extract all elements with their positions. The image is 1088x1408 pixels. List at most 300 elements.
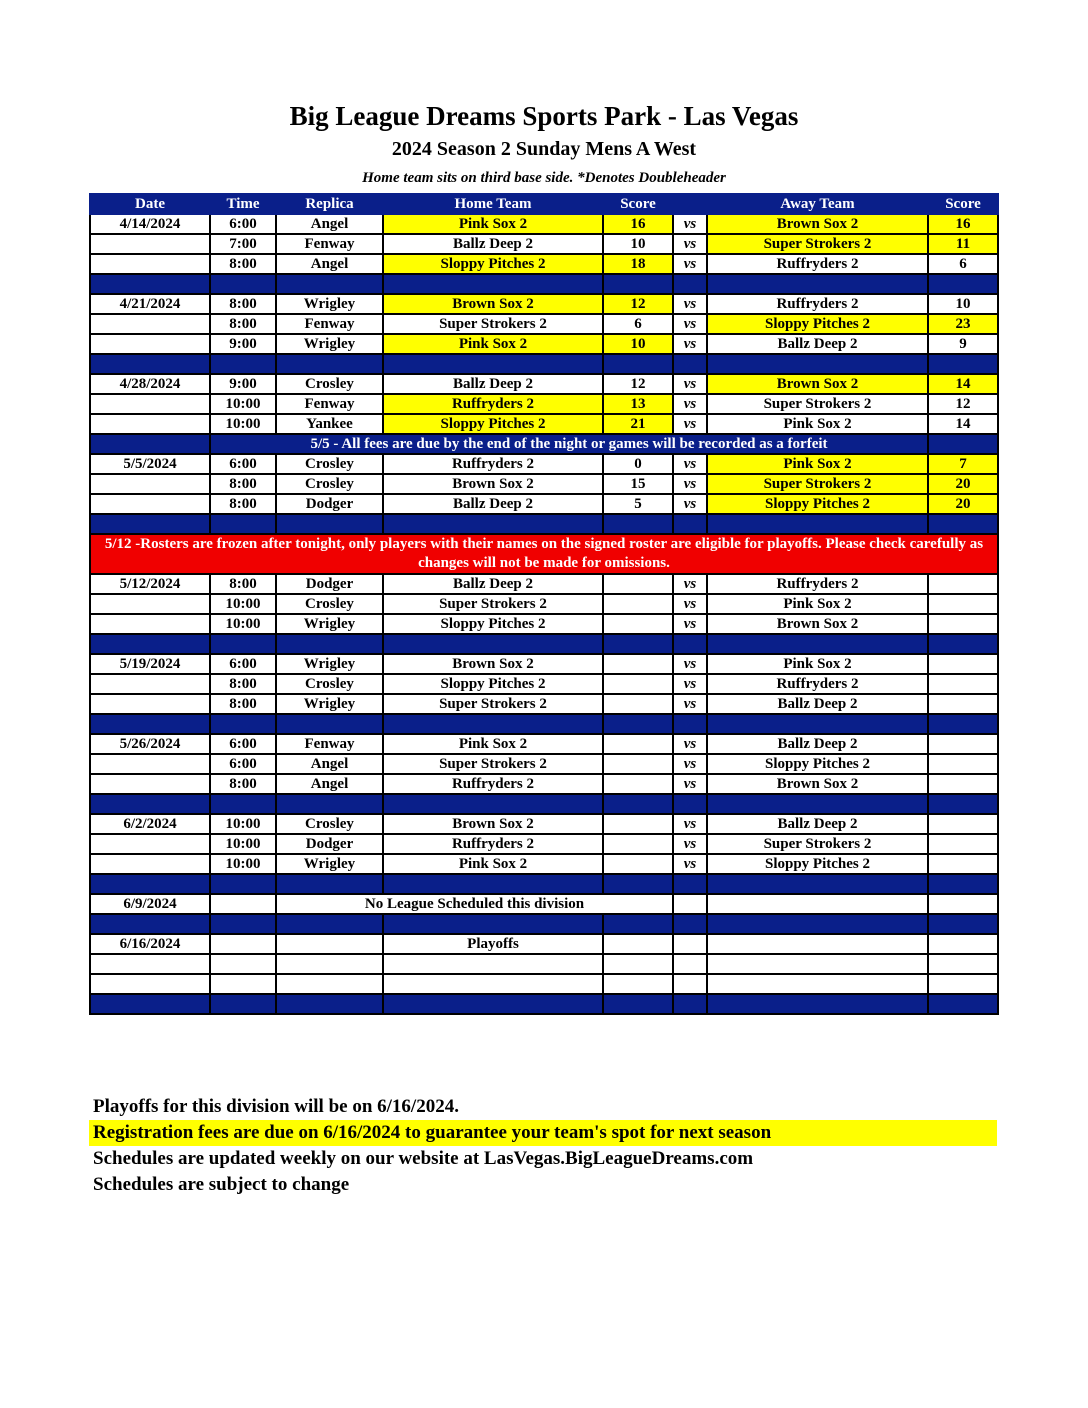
game-time: 6:00 — [210, 754, 276, 774]
home-team: Ruffryders 2 — [383, 774, 603, 794]
game-date: 4/14/2024 — [90, 214, 210, 234]
table-header-row — [90, 194, 998, 214]
game-row — [90, 854, 998, 874]
game-time — [210, 894, 276, 914]
vs-label: vs — [673, 814, 707, 834]
vs-label: vs — [673, 474, 707, 494]
game-field: Fenway — [276, 394, 383, 414]
separator-cell — [276, 354, 383, 374]
empty-row — [90, 954, 998, 974]
away-score — [928, 754, 998, 774]
away-score: 7 — [928, 454, 998, 474]
footer-change-note: Schedules are subject to change — [93, 1174, 350, 1195]
game-field: Fenway — [276, 234, 383, 254]
separator-cell — [383, 354, 603, 374]
playoffs-label: Playoffs — [383, 934, 603, 954]
game-date — [90, 234, 210, 254]
game-time: 8:00 — [210, 694, 276, 714]
game-date — [90, 494, 210, 514]
separator-cell — [673, 874, 707, 894]
separator-cell — [707, 634, 928, 654]
away-score: 23 — [928, 314, 998, 334]
home-team: Pink Sox 2 — [383, 854, 603, 874]
separator-cell — [603, 794, 673, 814]
game-date — [90, 594, 210, 614]
separator-cell — [673, 354, 707, 374]
game-time: 7:00 — [210, 234, 276, 254]
away-score: 12 — [928, 394, 998, 414]
vs-label: vs — [673, 774, 707, 794]
separator-cell — [928, 514, 998, 534]
separator-cell — [673, 914, 707, 934]
separator-cell — [383, 914, 603, 934]
home-team: Super Strokers 2 — [383, 694, 603, 714]
separator-cell — [707, 354, 928, 374]
vs-label: vs — [673, 394, 707, 414]
separator-cell — [210, 994, 276, 1014]
game-time: 9:00 — [210, 334, 276, 354]
away-team: Pink Sox 2 — [707, 654, 928, 674]
home-score: 12 — [603, 374, 673, 394]
separator-cell — [276, 874, 383, 894]
game-row — [90, 214, 998, 234]
separator-cell — [210, 794, 276, 814]
away-team: Ballz Deep 2 — [707, 734, 928, 754]
notice-text: 5/5 - All fees are due by the end of the night or games will be recorded as a forfeit — [210, 434, 928, 454]
game-row — [90, 374, 998, 394]
schedule-table — [89, 193, 999, 1015]
away-score — [928, 614, 998, 634]
separator-cell — [90, 714, 210, 734]
blank-cell — [707, 934, 928, 954]
away-team: Pink Sox 2 — [707, 454, 928, 474]
vs-label: vs — [673, 314, 707, 334]
away-score: 20 — [928, 474, 998, 494]
separator-cell — [707, 514, 928, 534]
home-score — [603, 674, 673, 694]
game-time: 8:00 — [210, 674, 276, 694]
game-time: 9:00 — [210, 374, 276, 394]
away-team: Pink Sox 2 — [707, 414, 928, 434]
game-field: Dodger — [276, 574, 383, 594]
away-team: Ruffryders 2 — [707, 294, 928, 314]
game-field: Wrigley — [276, 854, 383, 874]
game-time: 10:00 — [210, 834, 276, 854]
home-score — [603, 834, 673, 854]
col-header-date: Date — [90, 194, 210, 214]
blank-cell — [383, 954, 603, 974]
game-field — [276, 934, 383, 954]
home-score: 10 — [603, 234, 673, 254]
col-header-time: Time — [210, 194, 276, 214]
game-field: Angel — [276, 254, 383, 274]
separator-row — [90, 354, 998, 374]
game-row — [90, 754, 998, 774]
separator-cell — [90, 514, 210, 534]
home-score — [603, 694, 673, 714]
roster-alert-text: 5/12 -Rosters are frozen after tonight, only players with their names on the signed roster are eligible for playoffs. Please check carefully as changes will not be made for omissions. — [90, 534, 998, 574]
game-date — [90, 834, 210, 854]
game-date: 4/28/2024 — [90, 374, 210, 394]
game-date: 6/16/2024 — [90, 934, 210, 954]
separator-cell — [90, 914, 210, 934]
home-score: 6 — [603, 314, 673, 334]
away-score — [928, 574, 998, 594]
game-row — [90, 774, 998, 794]
game-time: 6:00 — [210, 454, 276, 474]
separator-cell — [928, 994, 998, 1014]
separator-row — [90, 994, 998, 1014]
home-team: Ruffryders 2 — [383, 834, 603, 854]
vs-blank — [673, 894, 707, 914]
home-score: 10 — [603, 334, 673, 354]
separator-row — [90, 634, 998, 654]
away-team: Ballz Deep 2 — [707, 694, 928, 714]
game-field: Wrigley — [276, 654, 383, 674]
col-header-away-score: Score — [928, 194, 998, 214]
vs-label: vs — [673, 574, 707, 594]
home-team: Ruffryders 2 — [383, 394, 603, 414]
separator-cell — [707, 874, 928, 894]
separator-cell — [603, 514, 673, 534]
game-row — [90, 254, 998, 274]
separator-cell — [383, 714, 603, 734]
vs-label: vs — [673, 694, 707, 714]
game-time: 10:00 — [210, 414, 276, 434]
game-row — [90, 474, 998, 494]
separator-cell — [928, 794, 998, 814]
away-team: Super Strokers 2 — [707, 394, 928, 414]
game-time: 8:00 — [210, 494, 276, 514]
away-score — [928, 654, 998, 674]
notice-blank — [928, 434, 998, 454]
game-field: Wrigley — [276, 294, 383, 314]
home-team: Brown Sox 2 — [383, 294, 603, 314]
home-team: Super Strokers 2 — [383, 754, 603, 774]
separator-cell — [276, 994, 383, 1014]
away-team: Brown Sox 2 — [707, 614, 928, 634]
game-field: Crosley — [276, 674, 383, 694]
blank-cell — [928, 954, 998, 974]
col-header-away-team: Away Team — [707, 194, 928, 214]
home-team: Brown Sox 2 — [383, 654, 603, 674]
game-time: 8:00 — [210, 254, 276, 274]
separator-cell — [90, 874, 210, 894]
game-date: 4/21/2024 — [90, 294, 210, 314]
blank-cell — [603, 954, 673, 974]
separator-cell — [276, 514, 383, 534]
away-score — [928, 594, 998, 614]
game-date — [90, 854, 210, 874]
notice-row — [90, 434, 998, 454]
game-time: 6:00 — [210, 214, 276, 234]
game-field: Crosley — [276, 374, 383, 394]
separator-cell — [928, 714, 998, 734]
away-team: Brown Sox 2 — [707, 214, 928, 234]
game-row — [90, 654, 998, 674]
score-blank — [928, 894, 998, 914]
game-time: 10:00 — [210, 614, 276, 634]
separator-cell — [90, 274, 210, 294]
home-team: Brown Sox 2 — [383, 814, 603, 834]
home-score: 12 — [603, 294, 673, 314]
game-time: 8:00 — [210, 574, 276, 594]
separator-cell — [383, 994, 603, 1014]
separator-cell — [603, 634, 673, 654]
blank-cell — [90, 974, 210, 994]
blank-cell — [210, 954, 276, 974]
game-field: Yankee — [276, 414, 383, 434]
vs-label: vs — [673, 614, 707, 634]
home-score: 13 — [603, 394, 673, 414]
separator-cell — [276, 714, 383, 734]
separator-cell — [603, 714, 673, 734]
separator-cell — [210, 634, 276, 654]
game-date — [90, 394, 210, 414]
away-team: Ruffryders 2 — [707, 674, 928, 694]
blank-cell — [707, 974, 928, 994]
home-score — [603, 774, 673, 794]
separator-row — [90, 794, 998, 814]
separator-cell — [603, 274, 673, 294]
home-team: Pink Sox 2 — [383, 214, 603, 234]
home-score — [603, 574, 673, 594]
game-field: Dodger — [276, 494, 383, 514]
game-row — [90, 234, 998, 254]
separator-row — [90, 914, 998, 934]
game-row — [90, 694, 998, 714]
home-team: Sloppy Pitches 2 — [383, 614, 603, 634]
home-score — [603, 854, 673, 874]
away-team: Brown Sox 2 — [707, 774, 928, 794]
separator-cell — [210, 914, 276, 934]
away-team: Ballz Deep 2 — [707, 334, 928, 354]
separator-cell — [673, 794, 707, 814]
game-date — [90, 314, 210, 334]
home-team: Ballz Deep 2 — [383, 574, 603, 594]
vs-label: vs — [673, 494, 707, 514]
separator-cell — [673, 274, 707, 294]
home-score: 5 — [603, 494, 673, 514]
game-row — [90, 494, 998, 514]
separator-cell — [673, 634, 707, 654]
away-score — [928, 694, 998, 714]
home-score — [603, 754, 673, 774]
separator-cell — [603, 874, 673, 894]
col-header-home-score: Score — [603, 194, 673, 214]
separator-cell — [383, 634, 603, 654]
away-score — [928, 854, 998, 874]
home-score — [603, 614, 673, 634]
game-row — [90, 734, 998, 754]
separator-cell — [210, 714, 276, 734]
page-subtitle: 2024 Season 2 Sunday Mens A West — [391, 138, 697, 160]
home-team: Sloppy Pitches 2 — [383, 674, 603, 694]
game-time: 6:00 — [210, 734, 276, 754]
away-team: Super Strokers 2 — [707, 234, 928, 254]
home-team: Sloppy Pitches 2 — [383, 254, 603, 274]
game-date — [90, 414, 210, 434]
separator-cell — [707, 914, 928, 934]
away-blank — [707, 894, 928, 914]
away-score — [928, 834, 998, 854]
vs-label: vs — [673, 674, 707, 694]
separator-cell — [928, 274, 998, 294]
separator-cell — [276, 914, 383, 934]
vs-label: vs — [673, 414, 707, 434]
separator-cell — [673, 514, 707, 534]
game-date — [90, 694, 210, 714]
separator-cell — [90, 634, 210, 654]
blank-cell — [707, 954, 928, 974]
home-team: Super Strokers 2 — [383, 314, 603, 334]
separator-cell — [383, 874, 603, 894]
game-date: 6/2/2024 — [90, 814, 210, 834]
blank-cell — [603, 974, 673, 994]
home-team: Ruffryders 2 — [383, 454, 603, 474]
home-score — [603, 594, 673, 614]
separator-cell — [90, 794, 210, 814]
away-team: Ruffryders 2 — [707, 574, 928, 594]
vs-label: vs — [673, 374, 707, 394]
game-field: Crosley — [276, 454, 383, 474]
footer-registration-note: Registration fees are due on 6/16/2024 to guarantee your team's spot for next season — [89, 1120, 997, 1146]
empty-row — [90, 974, 998, 994]
away-team: Super Strokers 2 — [707, 474, 928, 494]
no-league-row — [90, 894, 998, 914]
game-field: Wrigley — [276, 614, 383, 634]
game-row — [90, 594, 998, 614]
vs-label: vs — [673, 334, 707, 354]
game-row — [90, 614, 998, 634]
separator-cell — [276, 634, 383, 654]
roster-alert-row — [90, 534, 998, 574]
game-time: 8:00 — [210, 294, 276, 314]
game-field: Crosley — [276, 474, 383, 494]
home-team: Pink Sox 2 — [383, 734, 603, 754]
game-date: 5/19/2024 — [90, 654, 210, 674]
separator-cell — [928, 914, 998, 934]
game-field: Angel — [276, 774, 383, 794]
away-score: 14 — [928, 374, 998, 394]
game-row — [90, 834, 998, 854]
separator-cell — [603, 354, 673, 374]
home-score: 15 — [603, 474, 673, 494]
separator-cell — [383, 794, 603, 814]
game-date — [90, 334, 210, 354]
game-time: 10:00 — [210, 394, 276, 414]
game-date — [90, 674, 210, 694]
separator-cell — [383, 274, 603, 294]
vs-label: vs — [673, 734, 707, 754]
separator-row — [90, 274, 998, 294]
game-field: Fenway — [276, 314, 383, 334]
separator-cell — [603, 914, 673, 934]
game-row — [90, 334, 998, 354]
game-row — [90, 394, 998, 414]
blank-cell — [928, 934, 998, 954]
away-score: 14 — [928, 414, 998, 434]
game-field: Angel — [276, 754, 383, 774]
blank-cell — [210, 974, 276, 994]
game-time: 8:00 — [210, 474, 276, 494]
game-row — [90, 414, 998, 434]
away-team: Sloppy Pitches 2 — [707, 854, 928, 874]
game-date: 5/5/2024 — [90, 454, 210, 474]
game-row — [90, 814, 998, 834]
separator-row — [90, 874, 998, 894]
separator-cell — [707, 714, 928, 734]
game-time: 10:00 — [210, 854, 276, 874]
separator-row — [90, 714, 998, 734]
game-date — [90, 474, 210, 494]
away-team: Ballz Deep 2 — [707, 814, 928, 834]
away-team: Sloppy Pitches 2 — [707, 494, 928, 514]
game-row — [90, 454, 998, 474]
away-score — [928, 814, 998, 834]
separator-cell — [603, 994, 673, 1014]
blank-cell — [276, 974, 383, 994]
away-team: Super Strokers 2 — [707, 834, 928, 854]
blank-cell — [673, 974, 707, 994]
game-field: Wrigley — [276, 694, 383, 714]
separator-cell — [90, 994, 210, 1014]
game-field: Dodger — [276, 834, 383, 854]
vs-label: vs — [673, 214, 707, 234]
home-score: 21 — [603, 414, 673, 434]
separator-cell — [673, 994, 707, 1014]
separator-cell — [276, 794, 383, 814]
home-team: Sloppy Pitches 2 — [383, 414, 603, 434]
separator-cell — [707, 794, 928, 814]
away-score: 9 — [928, 334, 998, 354]
separator-cell — [673, 714, 707, 734]
vs-label: vs — [673, 234, 707, 254]
home-team: Ballz Deep 2 — [383, 494, 603, 514]
away-score — [928, 774, 998, 794]
blank-cell — [603, 934, 673, 954]
playoffs-row — [90, 934, 998, 954]
no-league-message: No League Scheduled this division — [276, 894, 673, 914]
away-team: Sloppy Pitches 2 — [707, 314, 928, 334]
home-score — [603, 814, 673, 834]
home-team: Ballz Deep 2 — [383, 374, 603, 394]
home-team: Pink Sox 2 — [383, 334, 603, 354]
game-field: Crosley — [276, 814, 383, 834]
vs-label: vs — [673, 654, 707, 674]
separator-cell — [383, 514, 603, 534]
separator-cell — [276, 274, 383, 294]
away-score: 10 — [928, 294, 998, 314]
blank-cell — [90, 954, 210, 974]
away-score: 6 — [928, 254, 998, 274]
away-score — [928, 674, 998, 694]
vs-label: vs — [673, 454, 707, 474]
game-row — [90, 314, 998, 334]
page-title: Big League Dreams Sports Park - Las Vegas — [289, 101, 799, 131]
home-score: 0 — [603, 454, 673, 474]
game-date — [90, 614, 210, 634]
separator-cell — [707, 994, 928, 1014]
game-time: 6:00 — [210, 654, 276, 674]
game-row — [90, 674, 998, 694]
separator-cell — [928, 634, 998, 654]
separator-cell — [210, 354, 276, 374]
blank-cell — [928, 974, 998, 994]
blank-cell — [673, 954, 707, 974]
game-time: 8:00 — [210, 314, 276, 334]
footer-playoffs-note: Playoffs for this division will be on 6/16/2024. — [93, 1096, 459, 1117]
